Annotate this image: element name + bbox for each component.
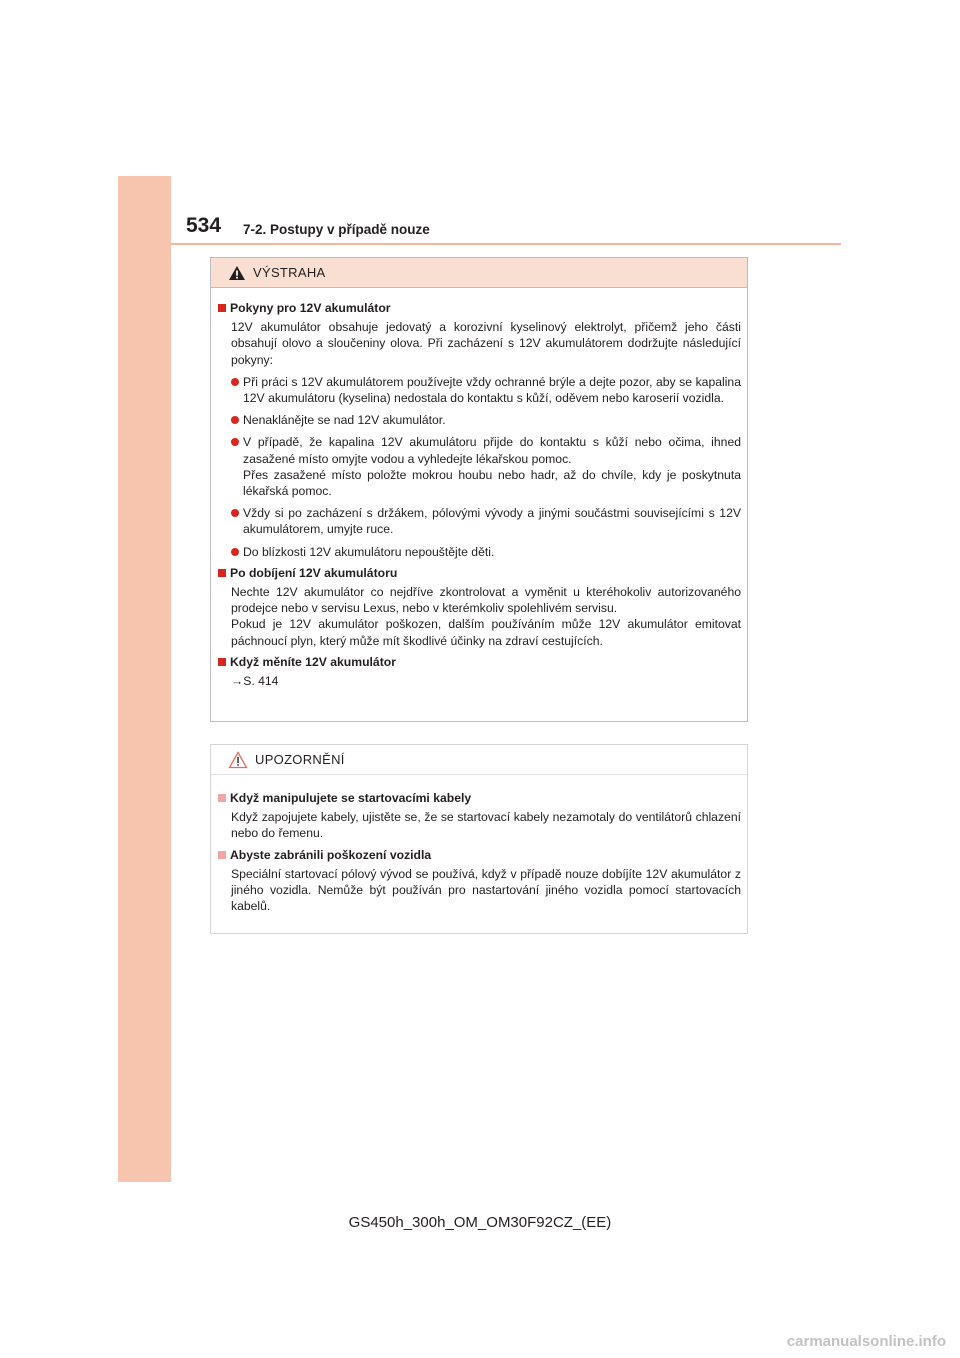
square-bullet-icon bbox=[218, 569, 226, 577]
notice-label: UPOZORNĚNÍ bbox=[255, 752, 345, 767]
round-bullet-icon bbox=[231, 378, 239, 386]
notice-box bbox=[210, 744, 748, 934]
warning-bullet: Vždy si po zacházení s držákem, pólovými vývody a jinými součástmi souvisejícími s 12V akumulátorem, umyjte ruce. bbox=[218, 505, 741, 537]
side-band bbox=[118, 176, 171, 1182]
square-bullet-icon bbox=[218, 304, 226, 312]
square-bullet-icon bbox=[218, 794, 226, 802]
page-reference: →S. 414 bbox=[231, 674, 279, 689]
notice-item-title: Když manipulujete se startovacími kabely bbox=[218, 790, 741, 806]
warning-item-title: Pokyny pro 12V akumulátor bbox=[218, 300, 741, 316]
warning-body bbox=[211, 288, 747, 689]
page-number: 534 bbox=[186, 214, 222, 237]
warning-bullet: Při práci s 12V akumulátorem používejte vždy ochranné brýle a dejte pozor, aby se kapalina 12V akumulátoru (kyselina) nedostala do kontaktu s kůží, oděvem nebo karoserií vozidla. bbox=[218, 374, 741, 406]
notice-header bbox=[211, 745, 747, 775]
round-bullet-icon bbox=[231, 548, 239, 556]
round-bullet-icon bbox=[231, 509, 239, 517]
warning-box bbox=[210, 257, 748, 722]
section-title: 7-2. Postupy v případě nouze bbox=[243, 222, 430, 237]
warning-item-title: Když měníte 12V akumulátor bbox=[218, 654, 741, 670]
document-code: GS450h_300h_OM_OM30F92CZ_(EE) bbox=[348, 1214, 612, 1231]
caution-triangle-outline-icon bbox=[228, 751, 248, 769]
warning-item-text: 12V akumulátor obsahuje jedovatý a korozivní kyselinový elektrolyt, přičemž jeho části obsahují olovo a sloučeniny olova. Při zacházení s 12V akumulátorem dodržujte následující pokyny: bbox=[231, 320, 741, 367]
warning-item-text: Nechte 12V akumulátor co nejdříve zkontrolovat a vyměnit u kteréhokoliv autorizovaného prodejce nebo v servisu Lexus, nebo v kterémkoliv spolehlivém servisu. Pokud je 12V akumulátor poškozen, dalším používáním může 12V akumulátor emitovat páchnoucí plyn, který může mít škodlivé účinky na zdraví cestujících. bbox=[231, 585, 741, 648]
header-rule bbox=[171, 243, 841, 245]
warning-bullet: Do blízkosti 12V akumulátoru nepouštějte děti. bbox=[218, 544, 741, 560]
notice-item-text: Když zapojujete kabely, ujistěte se, že se startovací kabely nezamotaly do ventilátorů chlazení nebo do řemenu. bbox=[231, 810, 741, 841]
warning-bullet: V případě, že kapalina 12V akumulátoru přijde do kontaktu s kůží nebo očima, ihned zasažené místo omyjte vodou a vyhledejte lékařskou pomoc. Přes zasažené místo položte mokrou houbu nebo hadr, až do chvíle, kdy je poskytnuta lékařská pomoc. bbox=[218, 434, 741, 499]
notice-item-title: Abyste zabránili poškození vozidla bbox=[218, 847, 741, 863]
warning-bullet: Nenaklánějte se nad 12V akumulátor. bbox=[218, 412, 741, 428]
warning-triangle-icon bbox=[228, 265, 246, 281]
warning-header bbox=[211, 258, 747, 288]
watermark: carmanualsonline.info bbox=[786, 1333, 946, 1350]
square-bullet-icon bbox=[218, 658, 226, 666]
warning-label: VÝSTRAHA bbox=[253, 265, 326, 280]
round-bullet-icon bbox=[231, 438, 239, 446]
notice-item-text: Speciální startovací pólový vývod se používá, když v případě nouze dobíjíte 12V akumulátor z jiného vozidla. Nemůže být používán pro nastartování jiného vozidla pomocí startovacích kabelů. bbox=[231, 866, 741, 914]
square-bullet-icon bbox=[218, 851, 226, 859]
round-bullet-icon bbox=[231, 416, 239, 424]
warning-item-title: Po dobíjení 12V akumulátoru bbox=[218, 565, 741, 581]
notice-body bbox=[211, 775, 747, 914]
